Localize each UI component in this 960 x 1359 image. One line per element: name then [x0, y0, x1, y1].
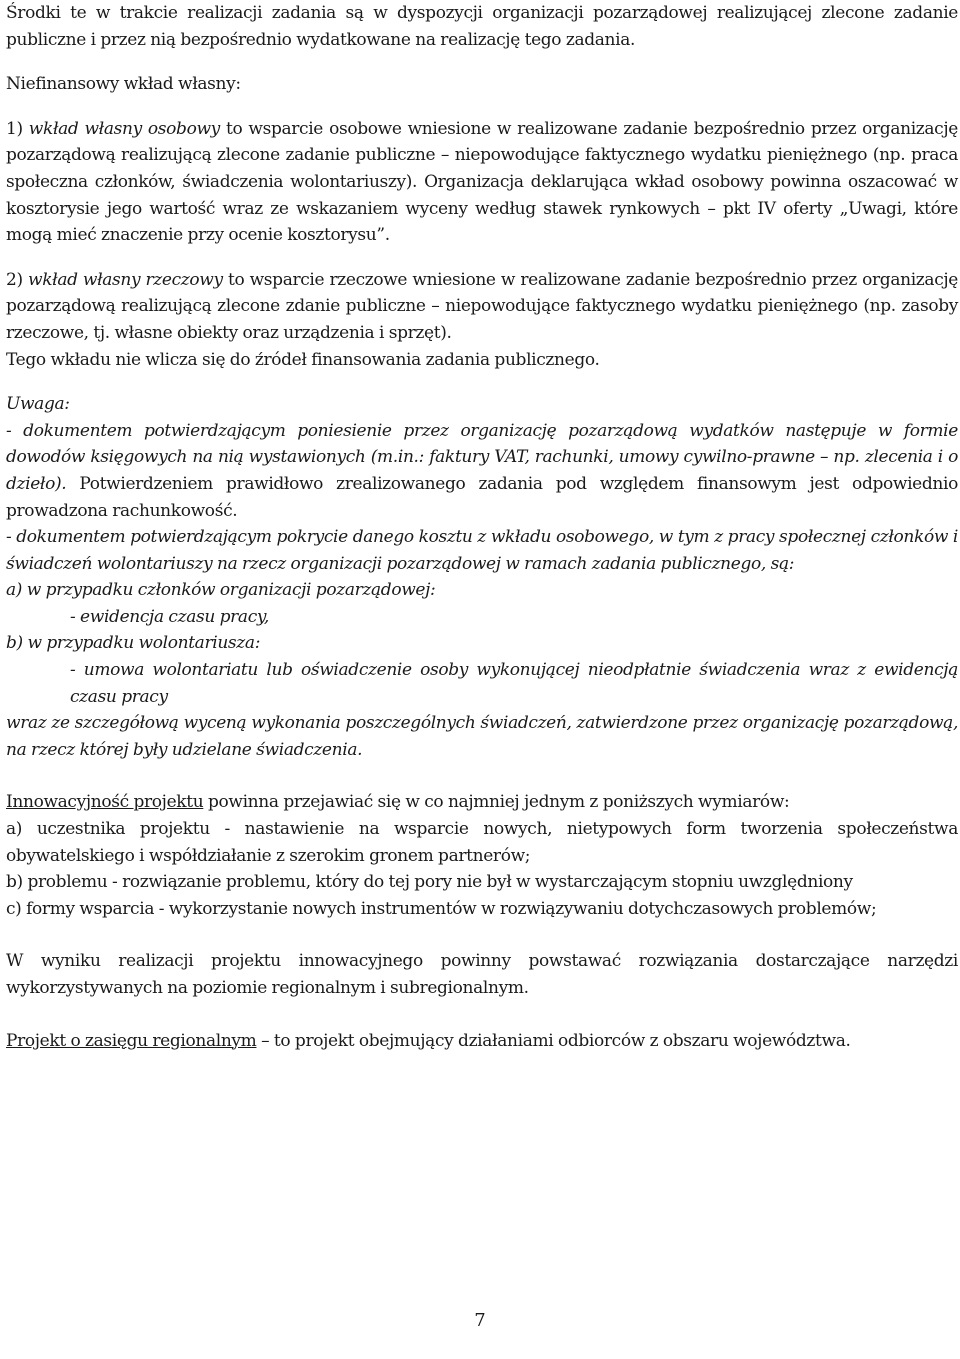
innovation-intro — [6, 789, 958, 816]
innovation-item-a: a) uczestnika projektu - nastawienie na wsparcie nowych, nietypowych form tworzenia społeczeństwa obywatelskiego i współdziałanie z szerokim gronem partnerów; — [6, 819, 958, 866]
remark-case-a-item-text: - ewidencja czasu pracy, — [70, 606, 269, 627]
remark-paragraph-2 — [6, 524, 958, 577]
spacer — [6, 53, 958, 71]
remark-p1-normal: Potwierdzeniem prawidłowo zrealizowanego zadania pod względem finansowym jest odpowiednio prowadzona rachunkowość. — [6, 473, 958, 521]
item-number: 1) — [6, 118, 29, 139]
regional-term: Projekt o zasięgu regionalnym — [6, 1030, 257, 1051]
page-number: 7 — [474, 1310, 486, 1331]
material-contribution-note: Tego wkładu nie wlicza się do źródeł finansowania zadania publicznego. — [6, 349, 600, 370]
innovation-item-c: c) formy wsparcia - wykorzystanie nowych instrumentów w rozwiązywaniu dotychczasowych problemów; — [6, 898, 877, 919]
personal-contribution-text: to wsparcie osobowe wniesione w realizowane zadanie bezpośrednio przez organizację pozarządową realizującą zlecone zadanie publiczne – niepowodujące faktycznego wydatku pieniężnego (np. praca społeczna członków, świadczenia wolontariuszy). Organizacja deklarująca wkład osobowy powinna oszacować w kosztorysie jego wartość wraz ze wskazaniem wyceny według stawek rynkowych – pkt IV oferty „Uwagi, które mogą mieć znaczenie przy ocenie kosztorysu”. — [6, 118, 958, 246]
spacer — [6, 922, 958, 948]
material-contribution-paragraph — [6, 267, 958, 347]
regional-paragraph — [6, 1028, 958, 1055]
remark-heading-text: Uwaga: — [6, 394, 70, 415]
remark-closing-text: wraz ze szczegółową wyceną wykonania poszczególnych świadczeń, zatwierdzone przez organizację pozarządową, na rzecz której były udzielane świadczenia. — [6, 713, 958, 760]
remark-case-b-text: b) w przypadku wolontariusza: — [6, 633, 261, 654]
remark-p2-text: - dokumentem potwierdzającym pokrycie danego kosztu z wkładu osobowego, w tym z pracy społecznej członków i świadczeń wolontariuszy na rzecz organizacji pozarządowej w ramach zadania publicznego, są: — [6, 527, 958, 574]
remark-case-b-item-text: - umowa wolontariatu lub oświadczenie osoby wykonującej nieodpłatnie świadczenia wraz z ewidencją czasu pracy — [70, 660, 958, 707]
material-contribution-text: to wsparcie rzeczowe wniesione w realizowane zadanie bezpośrednio przez organizację pozarządową realizującą zlecone zdanie publiczne – niepowodujące faktycznego wydatku pieniężnego (np. zasoby rzeczowe, tj. własne obiekty oraz urządzenia i sprzęt). — [6, 269, 958, 343]
spacer — [6, 98, 958, 116]
spacer — [6, 763, 958, 789]
remark-case-a-text: a) w przypadku członków organizacji pozarządowej: — [6, 580, 436, 601]
spacer — [6, 373, 958, 391]
spacer — [6, 249, 958, 267]
result-paragraph: W wyniku realizacji projektu innowacyjnego powinny powstawać rozwiązania dostarczające narzędzi wykorzystywanych na poziomie regionalnym i subregionalnym. — [6, 951, 958, 998]
innovation-item-b: b) problemu - rozwiązanie problemu, który do tej pory nie był w wystarczającym stopniu uwzględniony — [6, 872, 853, 893]
regional-text: – to projekt obejmujący działaniami odbiorców z obszaru województwa. — [256, 1030, 851, 1051]
remark-heading — [6, 391, 958, 418]
personal-contribution-paragraph — [6, 116, 958, 249]
remark-case-b — [6, 630, 958, 657]
remark-case-a — [6, 577, 958, 604]
intro-paragraph: Środki te w trakcie realizacji zadania są w dyspozycji organizacji pozarządowej realizującej zlecone zadanie publiczne i przez nią bezpośrednio wydatkowane na realizację tego zadania. — [6, 3, 958, 50]
remark-case-a-item — [6, 604, 958, 631]
personal-contribution-term: wkład własny osobowy — [28, 118, 220, 139]
innovation-text: powinna przejawiać się w co najmniej jednym z poniższych wymiarów: — [203, 792, 790, 813]
document-page — [6, 0, 958, 1054]
item-number: 2) — [6, 269, 28, 290]
innovation-term: Innowacyjność projektu — [6, 792, 204, 813]
remark-closing — [6, 710, 958, 763]
spacer — [6, 1002, 958, 1028]
remark-case-b-item — [6, 657, 958, 710]
material-contribution-term: wkład własny rzeczowy — [28, 269, 223, 290]
remark-p1-italic: - dokumentem potwierdzającym poniesienie przez organizację pozarządową wydatków następuje w formie dowodów księgowych na nią wystawionych (m.in.: faktury VAT, rachunki, umowy cywilno-prawne – np. zlecenia i o dzieło). — [6, 420, 958, 494]
nonfinancial-heading: Niefinansowy wkład własny: — [6, 74, 241, 95]
remark-paragraph-1 — [6, 418, 958, 524]
